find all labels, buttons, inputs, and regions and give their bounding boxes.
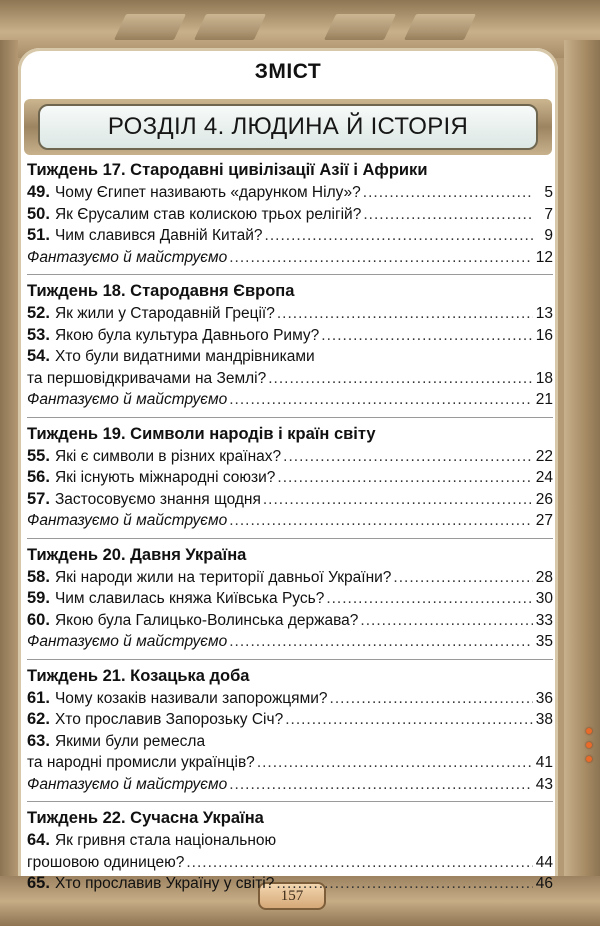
entry-number: 58. [27, 567, 50, 586]
entry-number: 59. [27, 589, 50, 607]
toc-entry[interactable] [27, 346, 553, 368]
dot-leader [393, 567, 533, 589]
dot-leader [276, 873, 533, 895]
decor-dot-icon [586, 728, 592, 734]
dot-leader [229, 389, 533, 411]
entry-title: Як Єрусалим став колискою трьох релігій? [54, 205, 362, 223]
toc-entry[interactable] [27, 610, 553, 632]
entry-title: Фантазуємо й майструємо [27, 775, 228, 793]
entry-page: 27 [535, 512, 553, 529]
entry-number: 56. [27, 468, 50, 486]
dot-leader [229, 774, 533, 796]
frame-ornament [114, 14, 186, 40]
dot-leader [229, 247, 533, 269]
entry-title: Фантазуємо й майструємо [27, 633, 228, 650]
toc-entry[interactable] [27, 752, 553, 774]
entry-number: 50. [27, 204, 50, 223]
entry-title: Якою була культура Давнього Риму? [54, 326, 320, 344]
entry-title: Які існують міжнародні союзи? [54, 469, 276, 486]
entry-number: 63. [27, 731, 50, 750]
entry-title: Чим славився Давній Китай? [54, 227, 263, 244]
toc-entry[interactable] [27, 688, 553, 710]
frame-ornament [194, 14, 266, 40]
page-number: 157 [258, 882, 326, 910]
toc-entry[interactable] [27, 588, 553, 610]
week-section [27, 543, 553, 653]
entry-page: 30 [535, 590, 553, 607]
entry-title: Як гривня стала національною [54, 832, 277, 849]
week-section [27, 279, 553, 411]
entry-title: Хто прославив Україну у світі? [54, 875, 275, 892]
week-section [27, 664, 553, 796]
decor-dot-icon [586, 756, 592, 762]
entry-title: Хто прославив Запорозьку Січ? [54, 711, 284, 728]
toc-entry-extra[interactable] [27, 774, 553, 796]
entry-page: 28 [535, 568, 553, 586]
entry-number: 57. [27, 489, 50, 508]
dot-leader [360, 610, 533, 632]
entry-number: 64. [27, 831, 50, 849]
toc-entry[interactable] [27, 368, 553, 390]
toc-entry-extra[interactable] [27, 389, 553, 411]
entry-page: 12 [535, 248, 553, 266]
toc-entry[interactable] [27, 225, 553, 247]
entry-page: 7 [544, 205, 553, 223]
dot-leader [265, 225, 533, 247]
entry-title: та народні промисли українців? [27, 754, 255, 771]
entry-page: 36 [535, 689, 553, 707]
entry-page: 44 [535, 853, 553, 871]
entry-number: 53. [27, 325, 50, 344]
toc-entry[interactable] [27, 731, 553, 753]
entry-number: 51. [27, 226, 50, 244]
section-divider [27, 274, 553, 275]
section-divider [27, 801, 553, 802]
toc-entry[interactable] [27, 204, 553, 226]
entry-number: 55. [27, 446, 50, 465]
week-title: Тиждень 20. Давня Україна [27, 545, 247, 564]
entry-number: 52. [27, 304, 50, 322]
entry-page: 46 [535, 875, 553, 892]
section-divider [27, 417, 553, 418]
entry-title: Які народи жили на території давньої України? [54, 568, 392, 586]
dot-leader [285, 709, 533, 731]
dot-leader [186, 852, 533, 874]
toc-entry[interactable] [27, 446, 553, 468]
entry-page: 35 [535, 633, 553, 650]
toc-entry-extra[interactable] [27, 247, 553, 269]
entry-page: 43 [535, 775, 553, 793]
section-banner [24, 99, 552, 155]
entry-title: Застосовуємо знання щодня [54, 490, 261, 508]
section-divider [27, 538, 553, 539]
frame-ornament [404, 14, 476, 40]
entry-number: 60. [27, 610, 50, 629]
toc-entry[interactable] [27, 303, 553, 325]
section-title: РОЗДІЛ 4. ЛЮДИНА Й ІСТОРІЯ [38, 104, 538, 150]
entry-number: 65. [27, 874, 50, 892]
entry-title: Хто були видатними мандрівниками [54, 348, 315, 365]
toc-entry[interactable] [27, 325, 553, 347]
dot-leader [257, 752, 533, 774]
week-section [27, 422, 553, 532]
dot-leader [229, 510, 533, 532]
entry-page: 13 [535, 305, 553, 322]
entry-title: грошовою одиницею? [27, 853, 185, 871]
entry-title: Як жили у Стародавній Греції? [54, 305, 275, 322]
dot-leader [283, 446, 533, 468]
dot-leader [277, 303, 533, 325]
week-section [27, 806, 553, 895]
table-of-contents [27, 158, 553, 895]
entry-page: 16 [535, 326, 553, 344]
toc-entry[interactable] [27, 567, 553, 589]
dot-leader [330, 688, 533, 710]
toc-entry[interactable] [27, 709, 553, 731]
dot-leader [268, 368, 533, 390]
toc-entry[interactable] [27, 873, 553, 895]
toc-entry-extra[interactable] [27, 510, 553, 532]
entry-page: 26 [535, 490, 553, 508]
entry-title: Чим славилась княжа Київська Русь? [54, 590, 325, 607]
week-title: Тиждень 21. Козацька доба [27, 666, 250, 685]
frame-ornament [324, 14, 396, 40]
section-divider [27, 659, 553, 660]
dot-leader [321, 325, 533, 347]
week-title: Тиждень 22. Сучасна Україна [27, 809, 264, 827]
entry-page: 5 [544, 184, 553, 201]
entry-page: 38 [535, 711, 553, 728]
entry-title: Фантазуємо й майструємо [27, 248, 228, 266]
entry-title: Чому Єгипет називають «дарунком Нілу»? [54, 184, 361, 201]
entry-page: 18 [535, 369, 553, 387]
dot-leader [363, 182, 533, 204]
right-frame [564, 40, 600, 926]
toc-entry[interactable] [27, 852, 553, 874]
toc-entry[interactable] [27, 182, 553, 204]
dot-leader [363, 204, 533, 226]
entry-page: 9 [544, 227, 553, 244]
dot-leader [263, 489, 533, 511]
left-frame [0, 40, 18, 926]
week-section [27, 158, 553, 268]
toc-entry-extra[interactable] [27, 631, 553, 653]
dot-leader [326, 588, 533, 610]
entry-page: 22 [535, 447, 553, 465]
dot-leader [229, 631, 533, 653]
entry-title: Фантазуємо й майструємо [27, 512, 228, 529]
entry-title: Чому козаків називали запорожцями? [54, 689, 328, 707]
entry-page: 41 [535, 754, 553, 771]
entry-number: 62. [27, 710, 50, 728]
toc-entry[interactable] [27, 467, 553, 489]
toc-entry[interactable] [27, 830, 553, 852]
entry-title: Фантазуємо й майструємо [27, 391, 228, 408]
entry-page: 24 [535, 469, 553, 486]
entry-number: 61. [27, 688, 50, 707]
entry-page: 33 [535, 611, 553, 629]
entry-title: Які є символи в різних країнах? [54, 447, 282, 465]
entry-title: та першовідкривачами на Землі? [27, 369, 267, 387]
toc-entry[interactable] [27, 489, 553, 511]
week-title: Тиждень 19. Символи народів і країн світу [27, 424, 376, 443]
week-title: Тиждень 17. Стародавні цивілізації Азії і Африки [27, 161, 428, 179]
entry-number: 49. [27, 183, 50, 201]
entry-title: Якими були ремесла [54, 732, 206, 750]
dot-leader [277, 467, 533, 489]
week-title: Тиждень 18. Стародавня Європа [27, 282, 295, 300]
entry-number: 54. [27, 347, 50, 365]
entry-title: Якою була Галицько-Волинська держава? [54, 611, 359, 629]
page-heading: ЗМІСТ [254, 60, 322, 83]
entry-page: 21 [535, 391, 553, 408]
decor-dot-icon [586, 742, 592, 748]
